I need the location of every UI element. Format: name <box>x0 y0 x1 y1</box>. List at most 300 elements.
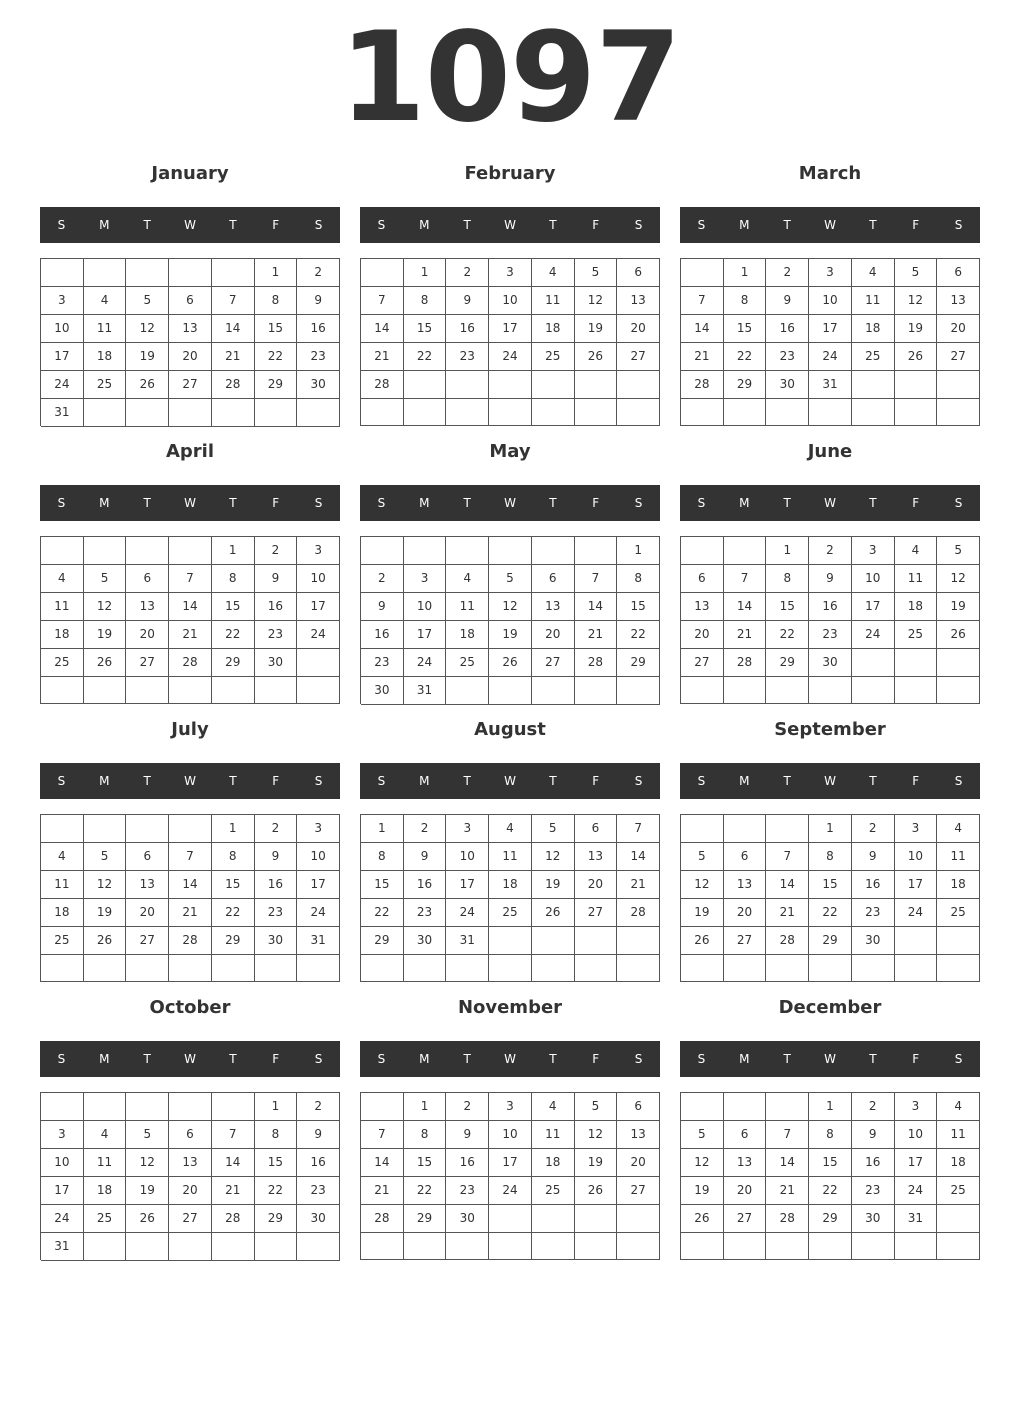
day-cell <box>724 677 767 704</box>
day-cell: 13 <box>126 593 169 621</box>
weekday-label: M <box>739 218 750 232</box>
day-cell: 10 <box>297 843 340 871</box>
weekday-label: S <box>377 218 386 232</box>
day-cell: 5 <box>126 1121 169 1149</box>
day-cell: 14 <box>169 593 212 621</box>
day-cell: 30 <box>255 927 298 955</box>
day-cell: 7 <box>681 287 724 315</box>
day-cell <box>681 1233 724 1260</box>
day-cell: 23 <box>766 343 809 371</box>
weekday-label: M <box>739 496 750 510</box>
day-cell <box>532 399 575 426</box>
day-cell: 16 <box>255 593 298 621</box>
day-cell: 24 <box>404 649 447 677</box>
day-cell: 16 <box>852 1149 895 1177</box>
weekday-header <box>360 485 660 521</box>
day-cell: 28 <box>766 927 809 955</box>
weekday-label: T <box>869 496 877 510</box>
day-cell <box>852 955 895 982</box>
day-cell <box>489 537 532 565</box>
day-cell <box>446 371 489 399</box>
day-cell: 25 <box>852 343 895 371</box>
day-cell: 14 <box>361 1149 404 1177</box>
day-cell: 9 <box>297 287 340 315</box>
day-cell <box>169 537 212 565</box>
weekday-header <box>40 207 340 243</box>
month-name: January <box>151 163 229 184</box>
day-cell <box>489 955 532 982</box>
day-cell: 27 <box>532 649 575 677</box>
day-cell: 20 <box>532 621 575 649</box>
day-cell: 13 <box>724 1149 767 1177</box>
day-cell: 22 <box>212 899 255 927</box>
weekday-label: M <box>99 774 110 788</box>
weekday-label: M <box>99 496 110 510</box>
day-cell: 23 <box>361 649 404 677</box>
month-name: October <box>149 997 231 1018</box>
day-cell: 29 <box>255 1205 298 1233</box>
day-cell: 16 <box>297 1149 340 1177</box>
weekday-label: W <box>184 774 196 788</box>
day-cell <box>809 955 852 982</box>
day-cell: 3 <box>489 1093 532 1121</box>
day-cell <box>361 399 404 426</box>
weekday-label: T <box>463 1052 471 1066</box>
weekday-label: F <box>592 218 600 232</box>
day-cell: 7 <box>766 1121 809 1149</box>
day-cell <box>617 399 660 426</box>
day-cell: 23 <box>446 1177 489 1205</box>
day-cell <box>937 1205 980 1233</box>
day-cell: 27 <box>937 343 980 371</box>
day-cell: 7 <box>724 565 767 593</box>
day-cell: 22 <box>255 343 298 371</box>
day-cell: 8 <box>766 565 809 593</box>
day-cell: 15 <box>212 871 255 899</box>
day-cell: 18 <box>489 871 532 899</box>
day-cell: 2 <box>852 815 895 843</box>
day-cell: 2 <box>361 565 404 593</box>
day-cell <box>895 955 938 982</box>
day-cell: 1 <box>255 1093 298 1121</box>
weekday-label: T <box>143 774 151 788</box>
day-cell: 1 <box>724 259 767 287</box>
day-cell: 15 <box>212 593 255 621</box>
month-name: March <box>798 163 862 184</box>
day-cell <box>681 259 724 287</box>
day-cell: 7 <box>575 565 618 593</box>
day-cell: 15 <box>766 593 809 621</box>
day-cell: 5 <box>681 1121 724 1149</box>
day-cell <box>809 1233 852 1260</box>
day-cell <box>126 537 169 565</box>
month-july <box>40 716 340 986</box>
day-cell <box>212 955 255 982</box>
weekday-label: W <box>504 774 516 788</box>
weekday-label: T <box>463 774 471 788</box>
day-cell: 1 <box>255 259 298 287</box>
day-cell <box>724 1233 767 1260</box>
weekday-label: S <box>57 1052 66 1066</box>
day-cell: 9 <box>852 1121 895 1149</box>
day-cell: 2 <box>766 259 809 287</box>
day-cell: 21 <box>724 621 767 649</box>
day-cell: 23 <box>297 343 340 371</box>
weekday-label: T <box>783 1052 791 1066</box>
day-cell <box>575 677 618 705</box>
day-cell: 14 <box>681 315 724 343</box>
day-cell: 7 <box>361 1121 404 1149</box>
day-cell: 19 <box>126 1177 169 1205</box>
day-cell: 12 <box>84 593 127 621</box>
day-cell: 28 <box>169 927 212 955</box>
weekday-label: S <box>954 774 963 788</box>
day-cell <box>446 399 489 426</box>
day-cell <box>297 649 340 677</box>
day-cell <box>937 399 980 426</box>
day-cell: 25 <box>84 371 127 399</box>
day-cell: 12 <box>937 565 980 593</box>
day-cell <box>681 955 724 982</box>
month-name: September <box>774 719 886 740</box>
day-cell: 26 <box>575 1177 618 1205</box>
day-cell: 13 <box>169 1149 212 1177</box>
day-cell: 13 <box>617 287 660 315</box>
month-june <box>680 438 980 708</box>
weekday-label: T <box>463 218 471 232</box>
day-cell: 23 <box>852 1177 895 1205</box>
day-cell: 2 <box>446 1093 489 1121</box>
day-cell: 15 <box>255 315 298 343</box>
day-cell: 18 <box>532 1149 575 1177</box>
weekday-label: S <box>954 496 963 510</box>
day-cell: 24 <box>41 1205 84 1233</box>
day-cell: 24 <box>41 371 84 399</box>
day-cell: 31 <box>446 927 489 955</box>
day-grid <box>40 258 340 426</box>
day-cell: 14 <box>575 593 618 621</box>
day-cell <box>41 259 84 287</box>
day-cell <box>895 371 938 399</box>
weekday-label: M <box>419 1052 430 1066</box>
weekday-label: T <box>549 218 557 232</box>
day-cell <box>532 1205 575 1233</box>
weekday-label: F <box>912 496 920 510</box>
weekday-label: F <box>272 774 280 788</box>
day-cell: 6 <box>724 843 767 871</box>
day-cell: 8 <box>724 287 767 315</box>
day-cell <box>41 815 84 843</box>
day-cell: 27 <box>617 343 660 371</box>
day-cell: 13 <box>724 871 767 899</box>
day-cell: 21 <box>361 1177 404 1205</box>
day-cell <box>84 955 127 982</box>
day-cell: 8 <box>361 843 404 871</box>
day-cell: 19 <box>84 899 127 927</box>
day-cell: 20 <box>617 315 660 343</box>
day-cell <box>852 1233 895 1260</box>
day-cell: 11 <box>532 1121 575 1149</box>
weekday-label: T <box>549 1052 557 1066</box>
day-cell: 11 <box>852 287 895 315</box>
month-january <box>40 160 340 430</box>
weekday-label: F <box>912 218 920 232</box>
weekday-label: S <box>697 496 706 510</box>
day-cell: 1 <box>404 1093 447 1121</box>
day-cell: 30 <box>766 371 809 399</box>
day-cell <box>169 677 212 704</box>
day-cell: 7 <box>617 815 660 843</box>
day-cell: 4 <box>84 1121 127 1149</box>
day-cell: 16 <box>766 315 809 343</box>
day-cell <box>297 955 340 982</box>
day-cell: 7 <box>212 1121 255 1149</box>
day-cell <box>169 1233 212 1261</box>
day-cell: 10 <box>41 315 84 343</box>
day-cell: 15 <box>404 1149 447 1177</box>
day-cell: 23 <box>852 899 895 927</box>
weekday-label: S <box>314 218 323 232</box>
day-cell: 6 <box>617 1093 660 1121</box>
day-cell: 16 <box>446 1149 489 1177</box>
day-cell: 11 <box>532 287 575 315</box>
month-november <box>360 994 660 1264</box>
day-cell <box>937 955 980 982</box>
day-cell: 3 <box>41 1121 84 1149</box>
day-grid <box>680 258 980 426</box>
day-cell: 2 <box>852 1093 895 1121</box>
day-cell <box>361 955 404 982</box>
day-cell: 24 <box>489 343 532 371</box>
day-cell <box>575 399 618 426</box>
day-cell: 9 <box>766 287 809 315</box>
day-cell: 20 <box>681 621 724 649</box>
day-cell: 27 <box>724 927 767 955</box>
day-cell <box>617 1205 660 1233</box>
day-cell: 3 <box>404 565 447 593</box>
day-cell <box>361 537 404 565</box>
day-cell <box>617 371 660 399</box>
day-cell <box>766 1233 809 1260</box>
day-cell: 4 <box>446 565 489 593</box>
day-cell: 18 <box>895 593 938 621</box>
day-cell: 25 <box>446 649 489 677</box>
day-cell <box>41 677 84 704</box>
day-cell: 8 <box>617 565 660 593</box>
day-cell <box>361 1093 404 1121</box>
day-cell: 12 <box>84 871 127 899</box>
day-cell <box>766 677 809 704</box>
weekday-label: M <box>419 496 430 510</box>
day-cell <box>809 677 852 704</box>
weekday-label: M <box>419 218 430 232</box>
day-cell: 5 <box>681 843 724 871</box>
weekday-header <box>680 207 980 243</box>
weekday-label: T <box>229 218 237 232</box>
day-cell: 11 <box>41 871 84 899</box>
day-cell: 30 <box>809 649 852 677</box>
day-cell: 4 <box>937 1093 980 1121</box>
day-cell: 26 <box>681 927 724 955</box>
day-cell: 25 <box>532 343 575 371</box>
day-cell: 12 <box>681 871 724 899</box>
day-cell: 17 <box>404 621 447 649</box>
day-cell <box>681 399 724 426</box>
day-cell <box>126 1233 169 1261</box>
day-cell: 21 <box>212 1177 255 1205</box>
day-cell: 26 <box>532 899 575 927</box>
day-cell: 10 <box>297 565 340 593</box>
day-cell: 30 <box>852 927 895 955</box>
day-cell: 2 <box>297 259 340 287</box>
day-cell <box>532 677 575 705</box>
day-cell <box>852 399 895 426</box>
day-cell <box>126 1093 169 1121</box>
day-cell: 20 <box>169 1177 212 1205</box>
day-cell: 16 <box>446 315 489 343</box>
weekday-label: F <box>912 1052 920 1066</box>
weekday-label: F <box>272 218 280 232</box>
day-cell: 10 <box>895 843 938 871</box>
day-cell: 29 <box>404 1205 447 1233</box>
day-cell: 9 <box>361 593 404 621</box>
day-cell <box>84 1093 127 1121</box>
day-cell: 13 <box>681 593 724 621</box>
day-cell <box>255 1233 298 1261</box>
day-grid <box>360 1092 660 1260</box>
day-cell: 25 <box>84 1205 127 1233</box>
day-cell: 3 <box>809 259 852 287</box>
day-cell: 11 <box>895 565 938 593</box>
day-cell: 30 <box>361 677 404 705</box>
day-cell: 27 <box>169 1205 212 1233</box>
day-cell: 21 <box>169 621 212 649</box>
day-cell: 20 <box>169 343 212 371</box>
day-cell: 19 <box>532 871 575 899</box>
day-cell <box>617 1233 660 1260</box>
weekday-label: M <box>99 218 110 232</box>
day-cell: 8 <box>212 565 255 593</box>
day-cell <box>404 399 447 426</box>
day-cell: 13 <box>169 315 212 343</box>
day-cell: 9 <box>446 1121 489 1149</box>
day-cell: 18 <box>446 621 489 649</box>
day-cell: 31 <box>809 371 852 399</box>
day-cell: 28 <box>724 649 767 677</box>
day-cell: 20 <box>126 621 169 649</box>
day-cell: 21 <box>766 1177 809 1205</box>
day-cell <box>212 259 255 287</box>
day-cell: 13 <box>126 871 169 899</box>
day-cell: 2 <box>809 537 852 565</box>
day-cell <box>724 815 767 843</box>
day-cell: 31 <box>41 1233 84 1261</box>
day-cell: 3 <box>895 1093 938 1121</box>
day-grid <box>680 1092 980 1260</box>
weekday-header <box>680 1041 980 1077</box>
day-cell <box>895 399 938 426</box>
day-cell <box>126 399 169 427</box>
day-cell <box>895 649 938 677</box>
day-cell: 12 <box>575 287 618 315</box>
day-cell: 14 <box>212 315 255 343</box>
day-cell: 1 <box>361 815 404 843</box>
day-cell <box>297 399 340 427</box>
day-cell <box>489 1205 532 1233</box>
day-cell: 17 <box>297 871 340 899</box>
day-cell <box>937 677 980 704</box>
day-cell: 10 <box>446 843 489 871</box>
weekday-label: T <box>549 774 557 788</box>
day-cell: 28 <box>575 649 618 677</box>
day-cell: 14 <box>766 871 809 899</box>
day-cell: 14 <box>169 871 212 899</box>
weekday-label: T <box>869 1052 877 1066</box>
day-cell: 11 <box>84 315 127 343</box>
day-grid <box>40 536 340 704</box>
day-cell <box>169 399 212 427</box>
day-cell <box>724 955 767 982</box>
day-cell: 19 <box>126 343 169 371</box>
day-cell <box>297 677 340 704</box>
weekday-label: S <box>634 496 643 510</box>
day-cell: 22 <box>404 343 447 371</box>
day-cell: 26 <box>126 371 169 399</box>
day-cell: 22 <box>255 1177 298 1205</box>
day-cell: 23 <box>446 343 489 371</box>
weekday-label: T <box>143 1052 151 1066</box>
weekday-label: S <box>697 218 706 232</box>
weekday-header <box>680 485 980 521</box>
weekday-label: S <box>57 774 66 788</box>
day-cell: 2 <box>255 815 298 843</box>
day-cell <box>575 955 618 982</box>
day-cell: 10 <box>489 1121 532 1149</box>
day-cell: 20 <box>724 1177 767 1205</box>
day-grid <box>40 1092 340 1260</box>
day-cell <box>617 955 660 982</box>
day-cell <box>895 677 938 704</box>
weekday-label: S <box>697 774 706 788</box>
day-cell: 12 <box>126 1149 169 1177</box>
day-cell: 8 <box>404 1121 447 1149</box>
day-cell <box>532 537 575 565</box>
day-cell: 5 <box>575 259 618 287</box>
month-may <box>360 438 660 708</box>
weekday-header <box>360 1041 660 1077</box>
day-cell: 15 <box>361 871 404 899</box>
weekday-label: F <box>592 1052 600 1066</box>
weekday-label: S <box>314 774 323 788</box>
day-cell: 3 <box>297 537 340 565</box>
day-cell: 7 <box>361 287 404 315</box>
day-cell <box>617 677 660 705</box>
day-cell: 15 <box>809 871 852 899</box>
day-cell <box>766 399 809 426</box>
day-cell <box>361 259 404 287</box>
month-name: August <box>474 719 546 740</box>
day-cell: 10 <box>809 287 852 315</box>
day-cell: 9 <box>255 843 298 871</box>
day-cell <box>212 677 255 704</box>
day-cell: 4 <box>84 287 127 315</box>
day-cell: 24 <box>297 899 340 927</box>
day-cell: 29 <box>212 927 255 955</box>
day-cell: 14 <box>766 1149 809 1177</box>
day-cell <box>532 1233 575 1260</box>
weekday-header <box>680 763 980 799</box>
day-cell: 10 <box>895 1121 938 1149</box>
